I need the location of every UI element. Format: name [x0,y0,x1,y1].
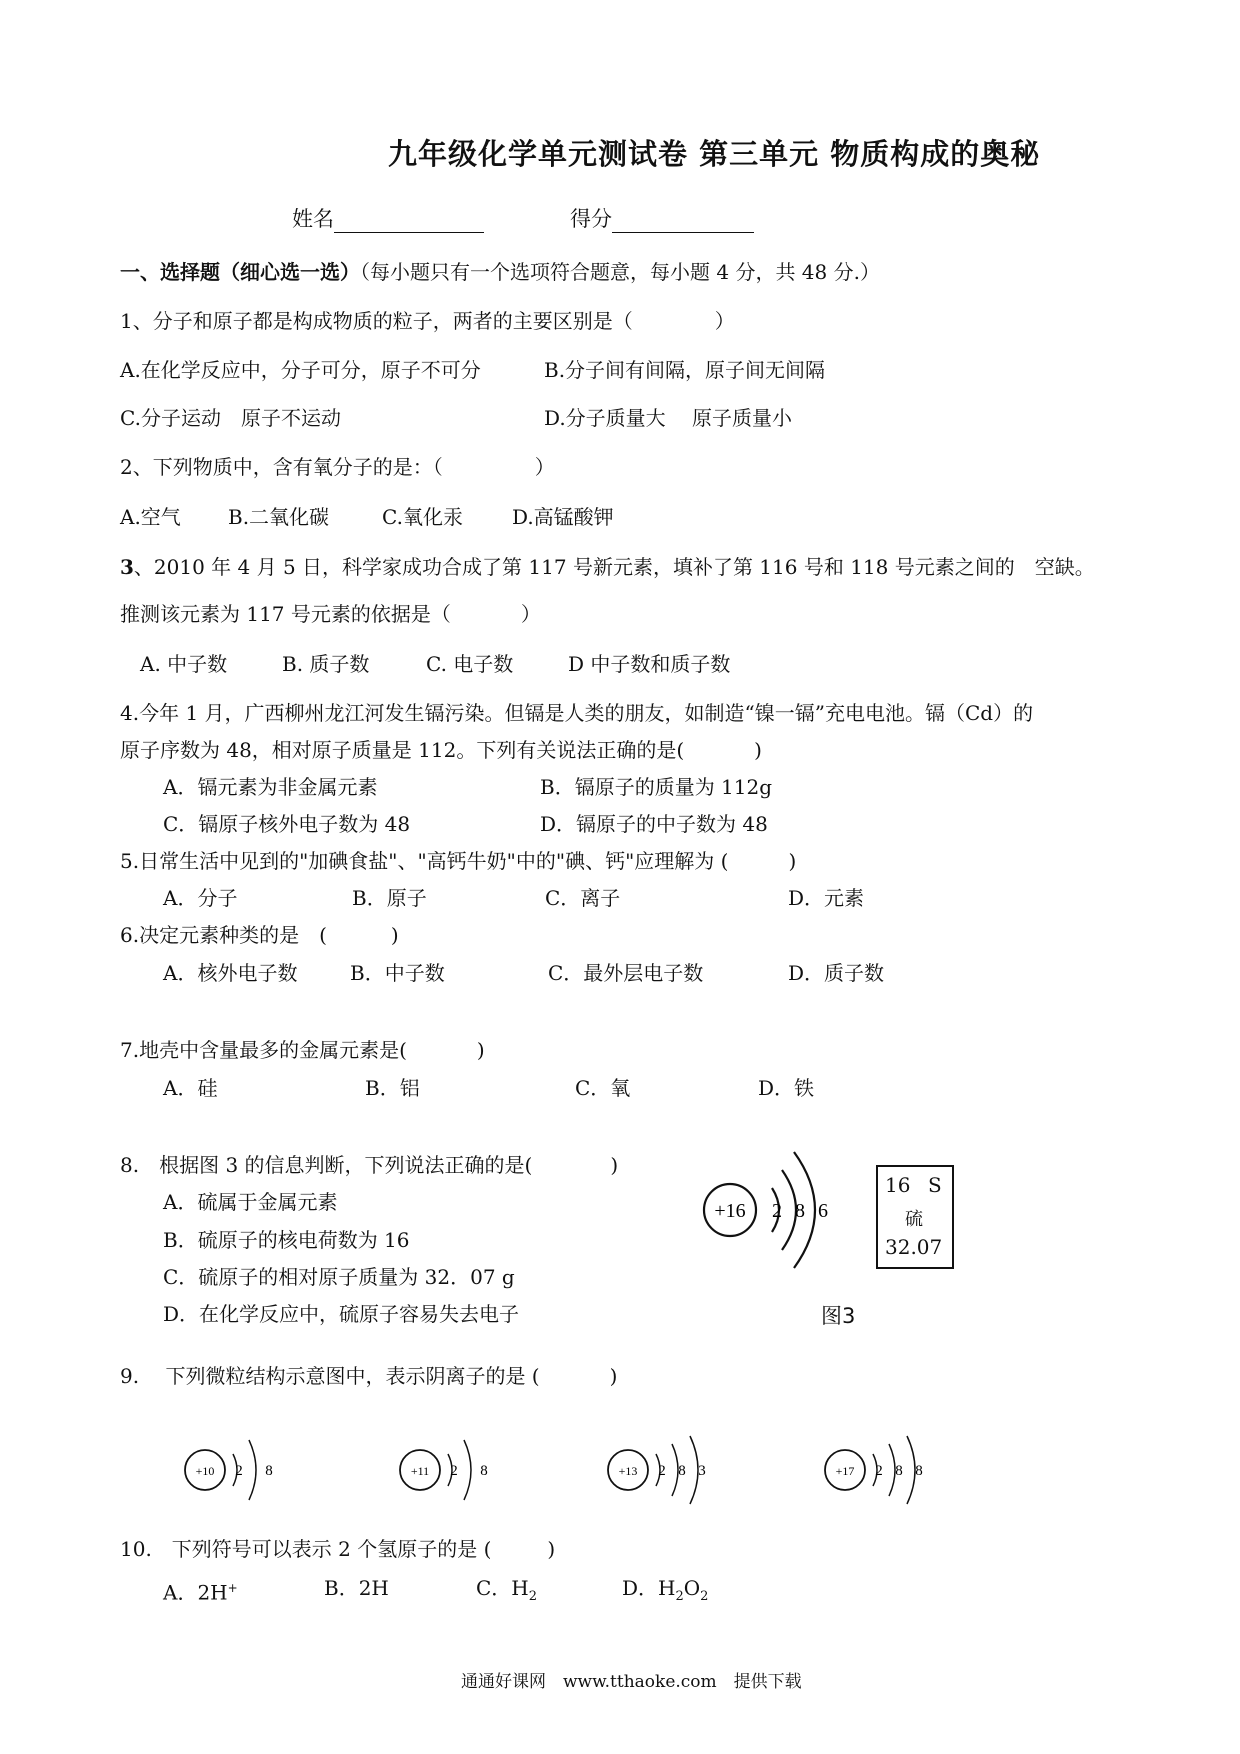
q2-option-a[interactable]: A.空气 [120,505,181,529]
q8-option-d[interactable]: D．在化学反应中，硫原子容易失去电子 [163,1302,520,1326]
question-10-close: ) [547,1537,556,1561]
q1-option-d[interactable]: D.分子质量大 原子质量小 [544,406,793,430]
question-4-stem2: 原子序数为 48，相对原子质量是 112。下列有关说法正确的是( [120,738,685,762]
q8-option-c[interactable]: C．硫原子的相对原子质量为 32．07 g [163,1265,515,1289]
sulfur-shell-2 [782,1170,796,1250]
particle-d-nucleus: +17 [835,1464,855,1478]
question-2-close: ） [534,455,555,479]
element-number: 16 [885,1173,911,1197]
q2-option-c[interactable]: C.氧化汞 [382,505,463,529]
particle-c-shell-1: 2 [658,1463,666,1479]
question-4: 4.今年 1 月，广西柳州龙江河发生镉污染。但镉是人类的朋友，如制造“镍一镉”充电电池。镉（Cd）的 [120,701,1034,725]
question-6 [120,923,399,947]
question-9-close: ) [609,1364,618,1388]
q10-option-d-mid: O [683,1576,701,1600]
particle-c-shell-2: 8 [678,1463,686,1479]
question-9 [120,1364,617,1388]
question-6-stem: 6.决定元素种类的是 ( [120,923,327,947]
score-blank[interactable] [612,210,754,233]
question-3-stem: 、2010 年 4 月 5 日，科学家成功合成了第 117 号新元素，填补了第 116 号和 118 号元素之间的 空缺。 [133,555,1095,579]
q4-option-b[interactable]: B．镉原子的质量为 112g [540,775,773,799]
q7-option-a[interactable]: A．硅 [163,1076,218,1100]
page-title: 九年级化学单元测试卷 第三单元 物质构成的奥秘 [388,137,1041,171]
q8-option-b[interactable]: B．硫原子的核电荷数为 16 [163,1228,410,1252]
particle-c-shell-3: 3 [698,1463,706,1479]
q6-option-c[interactable]: C．最外层电子数 [548,961,704,985]
particle-c-nucleus: +13 [618,1464,638,1478]
q6-option-a[interactable]: A．核外电子数 [163,961,298,985]
q10-option-d-sub2: 2 [700,1589,709,1604]
particle-b-shell-1: 2 [450,1463,458,1479]
q5-option-b[interactable]: B．原子 [352,886,427,910]
q6-option-d[interactable]: D．质子数 [788,961,885,985]
q10-option-d-text: D．H [622,1576,676,1600]
q2-option-d[interactable]: D.高锰酸钾 [512,505,614,529]
particle-d-shell-2: 8 [895,1463,903,1479]
particle-diagram-b[interactable] [390,1430,500,1510]
figure-3-caption: 图3 [821,1304,856,1328]
particle-b-shell-2: 8 [480,1463,488,1479]
question-8-close: ) [610,1153,619,1177]
q7-option-d[interactable]: D．铁 [758,1076,815,1100]
particle-b-nucleus: +11 [410,1464,430,1478]
sulfur-shell-count-2: 8 [795,1200,805,1222]
question-7-close: ) [476,1038,485,1062]
element-mass: 32.07 [885,1235,943,1259]
q10-option-a-charge: + [227,1581,238,1595]
name-blank[interactable] [334,210,484,233]
q5-option-d[interactable]: D．元素 [788,886,865,910]
question-9-stem: 9. 下列微粒结构示意图中，表示阴离子的是 ( [120,1364,540,1388]
particle-a-shell-2: 8 [265,1463,273,1479]
question-3-number: 3 [120,555,134,579]
question-7-stem: 7.地壳中含量最多的金属元素是( [120,1038,407,1062]
particle-a-shell-1: 2 [235,1463,243,1479]
question-10-stem: 10. 下列符号可以表示 2 个氢原子的是 ( [120,1537,492,1561]
question-7 [120,1038,485,1062]
sulfur-element-card [876,1165,954,1269]
q10-option-c[interactable] [476,1576,537,1609]
q10-option-c-sub: 2 [528,1589,538,1604]
q3-option-c[interactable]: C. 电子数 [426,652,514,676]
q4-option-c[interactable]: C．镉原子核外电子数为 48 [163,812,411,836]
q10-option-c-text: C．H [476,1576,529,1600]
question-4-close: ) [754,738,762,762]
q6-option-b[interactable]: B．中子数 [350,961,445,985]
question-5 [120,849,796,873]
question-5-stem: 5.日常生活中见到的"加碘食盐"、"高钙牛奶"中的"碘、钙"应理解为 ( [120,849,729,873]
particle-a-nucleus: +10 [195,1464,215,1478]
question-2-stem: 2、下列物质中，含有氧分子的是：（ [120,455,443,479]
q3-option-d[interactable]: D 中子数和质子数 [568,652,731,676]
q10-option-b[interactable]: B．2H [324,1576,389,1600]
question-1-stem: 1、分子和原子都是构成物质的粒子，两者的主要区别是（ [120,309,633,333]
score-line [570,203,754,233]
question-1-close: ） [714,309,735,333]
question-3-line2 [120,602,541,626]
particle-diagram-c[interactable] [598,1430,728,1510]
q5-option-a[interactable]: A．分子 [163,886,238,910]
q4-option-a[interactable]: A．镉元素为非金属元素 [163,775,378,799]
q1-option-a[interactable]: A.在化学反应中，分子可分，原子不可分 [120,358,481,382]
q3-option-a[interactable]: A. 中子数 [140,652,228,676]
section-heading [120,260,880,284]
q7-option-b[interactable]: B．铝 [365,1076,420,1100]
element-name: 硫 [905,1209,923,1230]
sulfur-nucleus-label: +16 [714,1200,746,1222]
q10-option-a[interactable] [163,1576,238,1605]
question-3-stem2: 推测该元素为 117 号元素的依据是（ [120,602,451,626]
question-6-close: ) [390,923,399,947]
q7-option-c[interactable]: C．氧 [575,1076,631,1100]
section-note: （每小题只有一个选项符合题意，每小题 4 分，共 48 分.） [360,260,880,284]
q5-option-c[interactable]: C．离子 [545,886,621,910]
page-footer: 通通好课网 www.tthaoke.com 提供下载 [461,1672,802,1692]
question-2 [120,455,555,479]
section-title: 一、选择题（细心选一选） [120,260,360,284]
q10-option-a-text: A．2H [163,1580,228,1605]
question-3 [120,555,1095,579]
question-5-close: ) [788,849,797,873]
name-label: 姓名 [292,207,334,231]
q1-option-c[interactable]: C.分子运动 原子不运动 [120,406,341,430]
q8-option-a[interactable]: A．硫属于金属元素 [163,1190,338,1214]
particle-d-shell-3: 8 [915,1463,923,1479]
question-4-line2 [120,738,762,762]
element-symbol: S [928,1173,942,1197]
q10-option-d[interactable] [622,1576,708,1609]
q3-option-b[interactable]: B. 质子数 [282,652,370,676]
q4-option-d[interactable]: D．镉原子的中子数为 48 [540,812,768,836]
sulfur-atom-diagram [690,1140,850,1280]
particle-diagram-d[interactable] [815,1430,945,1510]
question-1 [120,309,735,333]
question-8-stem: 8. 根据图 3 的信息判断，下列说法正确的是( [120,1153,533,1177]
particle-d-shell-1: 2 [875,1463,883,1479]
sulfur-shell-count-3: 6 [818,1200,828,1222]
score-label: 得分 [570,207,612,231]
q1-option-b[interactable]: B.分子间有间隔，原子间无间隔 [544,358,826,382]
question-3-close: ） [520,602,541,626]
question-8 [120,1153,618,1177]
particle-diagram-a[interactable] [175,1430,285,1510]
q10-option-d-sub1: 2 [675,1589,684,1604]
name-line [292,203,484,233]
question-10 [120,1537,555,1561]
q2-option-b[interactable]: B.二氧化碳 [228,505,330,529]
sulfur-shell-count-1: 2 [772,1200,782,1222]
